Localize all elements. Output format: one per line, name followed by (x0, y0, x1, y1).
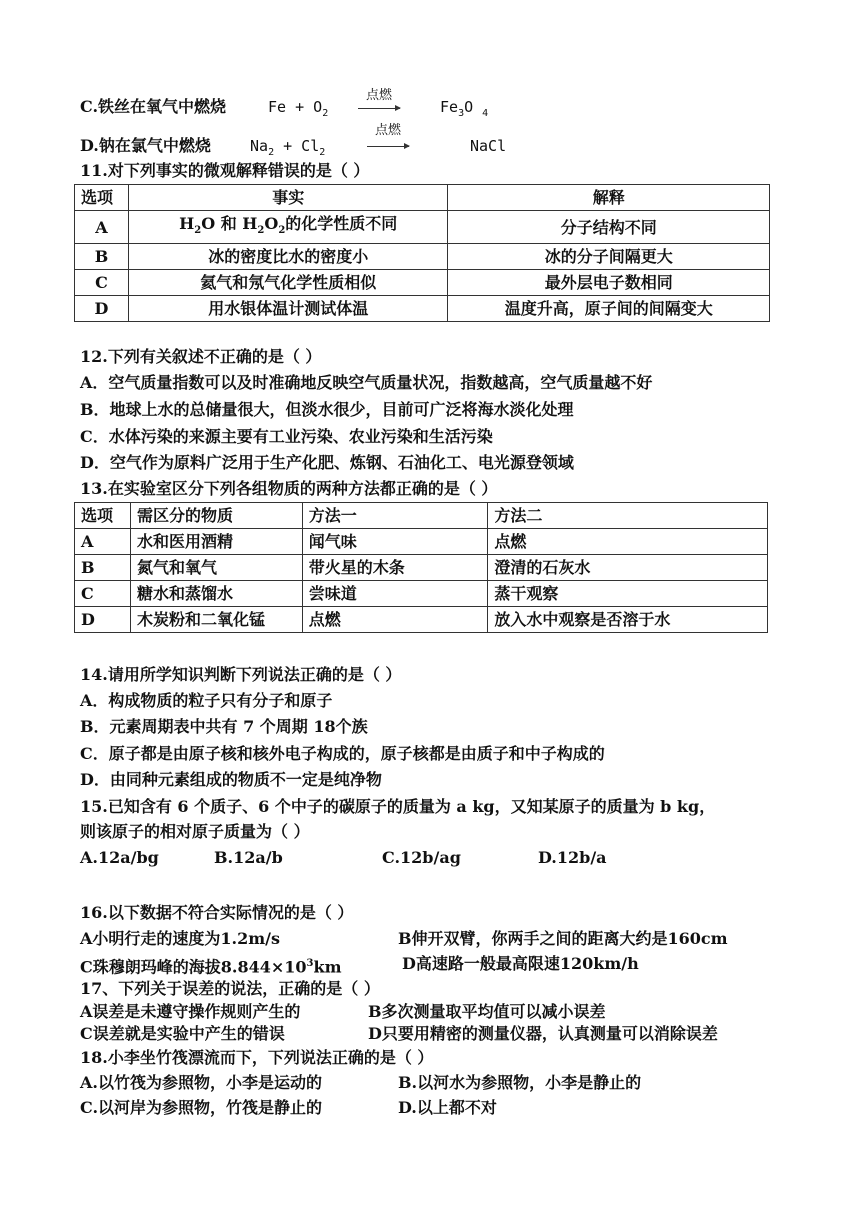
q13-row-option: A (75, 529, 131, 555)
q15-option-d: D.12b/a (538, 848, 607, 867)
q10-option-c-product: $Fe_3O$ $_4$ (440, 98, 489, 119)
q17-option-c: C误差就是实验中产生的错误 (80, 1024, 285, 1043)
q14-option-c: C．原子都是由原子核和核外电子构成的，原子核都是由质子和中子构成的 (80, 744, 605, 763)
q11-row-option: D (75, 296, 129, 322)
q17-option-a: A误差是未遵守操作规则产生的 (80, 1002, 301, 1021)
q13-row-substances: 木炭粉和二氧化锰 (130, 607, 302, 633)
q10-option-d-reactants: $Na_2 + Cl_2$ (250, 137, 326, 158)
q11-header-fact: 事实 (128, 185, 448, 211)
q18-stem: 18.小李坐竹筏漂流而下，下列说法正确的是（ ） (80, 1048, 434, 1067)
q13-row-method-two: 澄清的石灰水 (488, 555, 768, 581)
q11-row-explanation: 最外层电子数相同 (448, 270, 770, 296)
table-row (75, 529, 768, 555)
q13-header-method-one: 方法一 (302, 503, 488, 529)
q11-row-option: A (75, 211, 129, 244)
q11-row-fact: 冰的密度比水的密度小 (128, 244, 448, 270)
q12-stem: 12.下列有关叙述不正确的是（ ） (80, 347, 322, 366)
q11-table (74, 184, 770, 322)
q16-option-b: B伸开双臂，你两手之间的距离大约是160cm (398, 929, 728, 948)
table-row (75, 244, 770, 270)
q14-option-b: B．元素周期表中共有 7 个周期 18个族 (80, 717, 368, 736)
q10-option-c-condition: 点燃 (365, 88, 392, 103)
table-row (75, 270, 770, 296)
q14-option-a: A．构成物质的粒子只有分子和原子 (80, 691, 333, 710)
q16-option-a: A小明行走的速度为1.2m/s (80, 929, 281, 948)
q15-option-a: A.12a/bg (80, 848, 159, 867)
q11-row-explanation: 温度升高，原子间的间隔变大 (448, 296, 770, 322)
q11-row-fact: 氦气和氖气化学性质相似 (128, 270, 448, 296)
q13-row-option: C (75, 581, 131, 607)
q18-option-c: C.以河岸为参照物，竹筏是静止的 (80, 1098, 323, 1117)
q15-stem-line1: 15.已知含有 6 个质子、6 个中子的碳原子的质量为 a kg，又知某原子的质量为 b kg， (80, 797, 716, 816)
q16-stem: 16.以下数据不符合实际情况的是（ ） (80, 903, 354, 922)
q11-row-option: B (75, 244, 129, 270)
q12-option-c: C．水体污染的来源主要有工业污染、农业污染和生活污染 (80, 427, 493, 446)
q10-option-c-label: C.铁丝在氧气中燃烧 (80, 97, 227, 116)
q13-row-method-one: 闻气味 (302, 529, 488, 555)
table-row (75, 607, 768, 633)
q13-row-substances: 氮气和氧气 (130, 555, 302, 581)
q14-stem: 14.请用所学知识判断下列说法正确的是（ ） (80, 665, 402, 684)
q13-row-substances: 糖水和蒸馏水 (130, 581, 302, 607)
q13-header-method-two: 方法二 (488, 503, 768, 529)
q13-header-option: 选项 (75, 503, 131, 529)
q13-row-method-one: 带火星的木条 (302, 555, 488, 581)
q11-stem: 11.对下列事实的微观解释错误的是（ ） (80, 161, 370, 180)
q17-option-b: B多次测量取平均值可以减小误差 (368, 1002, 606, 1021)
q17-stem: 17、下列关于误差的说法，正确的是（ ） (80, 979, 380, 998)
q13-table (74, 502, 768, 633)
q13-row-option: D (75, 607, 131, 633)
q10-option-c-reactants: $Fe + O_2$ (268, 98, 329, 119)
q13-row-method-two: 点燃 (488, 529, 768, 555)
q13-row-method-one: 点燃 (302, 607, 488, 633)
q13-row-method-two: 放入水中观察是否溶于水 (488, 607, 768, 633)
q10-option-d-label: D.钠在氯气中燃烧 (80, 136, 211, 155)
q12-option-d: D．空气作为原料广泛用于生产化肥、炼钢、石油化工、电光源登领域 (80, 453, 574, 472)
q15-stem-line2: 则该原子的相对原子质量为（ ） (80, 822, 310, 841)
q16-option-c: C珠穆朗玛峰的海拔$8.844\times 10^3km$ (80, 957, 342, 977)
q10-option-d-arrow (367, 146, 409, 147)
table-row (75, 296, 770, 322)
q13-header-row (75, 503, 768, 529)
q13-row-substances: 水和医用酒精 (130, 529, 302, 555)
q16-option-d: D高速路一般最高限速120km/h (402, 954, 639, 973)
q18-option-a: A.以竹筏为参照物，小李是运动的 (80, 1073, 322, 1092)
q13-stem: 13.在实验室区分下列各组物质的两种方法都正确的是（ ） (80, 479, 498, 498)
q13-row-method-two: 蒸干观察 (488, 581, 768, 607)
q11-row-explanation: 冰的分子间隔更大 (448, 244, 770, 270)
q11-header-explanation: 解释 (448, 185, 770, 211)
table-row (75, 581, 768, 607)
q11-row-fact: 用水银体温计测试体温 (128, 296, 448, 322)
q17-option-d: D只要用精密的测量仪器，认真测量可以消除误差 (368, 1024, 718, 1043)
q11-row-fact: $H_2O$ 和 $H_2O_2$的化学性质不同 (128, 211, 448, 244)
q10-option-d-product: NaCl (470, 137, 507, 155)
q13-header-substances: 需区分的物质 (130, 503, 302, 529)
q11-header-row (75, 185, 770, 211)
q13-row-method-one: 尝味道 (302, 581, 488, 607)
q14-option-d: D．由同种元素组成的物质不一定是纯净物 (80, 770, 382, 789)
q11-row-option: C (75, 270, 129, 296)
table-row (75, 211, 770, 244)
q11-row-explanation: 分子结构不同 (448, 211, 770, 244)
table-row (75, 555, 768, 581)
q11-header-option: 选项 (75, 185, 129, 211)
q10-option-c-arrow (358, 108, 400, 109)
q15-option-b: B.12a/b (214, 848, 283, 867)
q10-option-d-condition: 点燃 (374, 123, 401, 138)
q15-option-c: C.12b/ag (382, 848, 461, 867)
q12-option-b: B．地球上水的总储量很大，但淡水很少，目前可广泛将海水淡化处理 (80, 400, 574, 419)
q13-row-option: B (75, 555, 131, 581)
q18-option-d: D.以上都不对 (398, 1098, 497, 1117)
q12-option-a: A．空气质量指数可以及时准确地反映空气质量状况，指数越高，空气质量越不好 (80, 373, 653, 392)
q18-option-b: B.以河水为参照物，小李是静止的 (398, 1073, 642, 1092)
